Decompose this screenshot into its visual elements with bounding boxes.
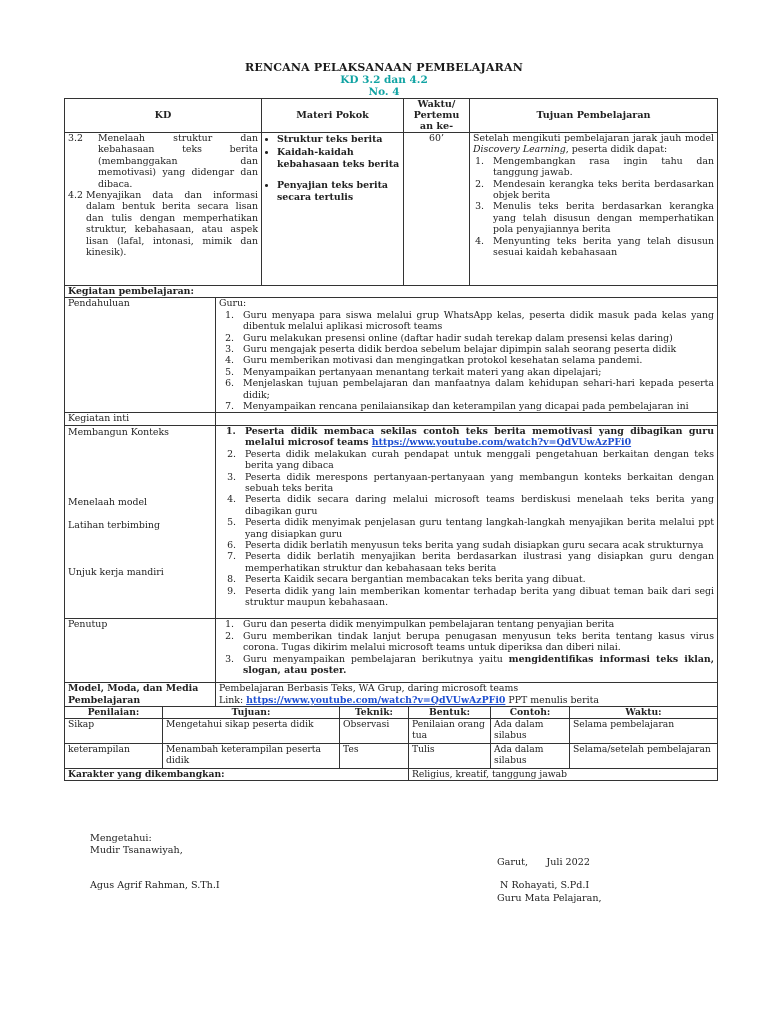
inti-title-row <box>65 413 718 425</box>
penutup-row <box>65 619 718 683</box>
kegiatan-title: Kegiatan pembelajaran: <box>65 286 718 298</box>
kd-32 <box>68 133 258 190</box>
inti-item <box>239 426 714 449</box>
inti-cell <box>216 425 718 619</box>
table-header-row <box>65 99 718 133</box>
header-kd: KD <box>65 99 262 133</box>
inti-item: 6. Peserta didik berlatih menyusun teks berita yang sudah disiapkan guru secara acak strukturnya <box>239 540 714 551</box>
kegiatan-title-row <box>65 286 718 298</box>
guru-label: Guru: <box>219 298 247 310</box>
inti-item: 3. Peserta didik merespons pertanyaan-pertanyaan yang membangun konteks berkaitan dengan sebuah teks berita <box>239 472 714 495</box>
penutup-cell <box>216 619 718 683</box>
tujuan-item: 3. Menulis teks berita berdasarkan kerangka yang telah disusun dengan memperhatikan pola penyajiannya berita <box>487 201 714 235</box>
place-date: Garut, Juli 2022 <box>497 857 590 868</box>
ppt-youtube-link[interactable]: https://www.youtube.com/watch?v=QdVUwAzPFi0 <box>246 694 506 706</box>
penilaian-cell: Selama pembelajaran <box>570 719 718 744</box>
model-link-prefix: Link: <box>219 694 247 706</box>
inti-item: 2. Peserta didik melakukan curah pendapat untuk menggali pengetahuan berkaitan dengan teks berita yang dibaca <box>239 449 714 472</box>
kd-42-number: 4.2 <box>68 190 83 202</box>
penutup-label: Penutup <box>65 619 216 683</box>
mudir-title: Mudir Tsanawiyah, <box>90 845 183 856</box>
kd-32-number: 3.2 <box>68 133 83 144</box>
model-label: Model, Moda, dan Media Pembelajaran <box>65 683 216 707</box>
penutup-item-3-bold: mengidentifikas informasi teks iklan, slogan, atau poster. <box>243 653 715 676</box>
mudir-name: Agus Agrif Rahman, S.Th.I <box>90 880 220 891</box>
tujuan-item: 4. Menyunting teks berita yang telah disusun sesuai kaidah kebahasaan <box>487 236 714 259</box>
tujuan-item: 2. Mendesain kerangka teks berita berdasarkan objek berita <box>487 179 714 202</box>
guru-name: N Rohayati, S.Pd.I <box>500 880 590 891</box>
guru-title: Guru Mata Pelajaran, <box>497 893 602 904</box>
materi-cell <box>262 133 404 286</box>
inti-item: 5. Peserta didik menyimak penjelasan guru tentang langkah-langkah menyajikan berita melalui ppt yang disiapkan guru <box>239 517 714 540</box>
inti-item: 4. Peserta didik secara daring melalui microsoft teams berdiskusi menelaah teks berita yang dibagikan guru <box>239 494 714 517</box>
pendahuluan-item: 6. Menjelaskan tujuan pembelajaran dan manfaatnya dalam kehidupan sehari-hari kepada peserta didik; <box>237 378 714 401</box>
inti-item: 9. Peserta didik yang lain memberikan komentar terhadap berita yang dibuat teman baik dari segi struktur maupun kebahasaan. <box>239 586 714 609</box>
model-line1: Pembelajaran Berbasis Teks, WA Grup, daring microsoft teams <box>219 683 519 695</box>
kd-row <box>65 133 718 286</box>
header-waktu: Waktu/ Pertemu an ke- <box>404 99 470 133</box>
model-cell <box>216 683 718 707</box>
waktu-header: Waktu: <box>570 707 718 719</box>
pendahuluan-item: 1. Guru menyapa para siswa melalui grup WhatsApp kelas, peserta didik masuk pada kelas yang dibentuk melalui aplikasi microsoft teams <box>237 310 714 333</box>
inti-labels-cell <box>65 425 216 619</box>
penutup-item: 2. Guru memberikan tindak lanjut berupa penugasan menyusun teks berita tentang kasus virus corona. Tugas dikirim melalui microsoft teams untuk diperiksa dan diberi nilai. <box>237 631 714 654</box>
karakter-label: Karakter yang dikembangkan: <box>65 769 409 781</box>
penilaian-cell: Observasi <box>340 719 409 744</box>
inti-item: 7. Peserta didik berlatih menyajikan berita berdasarkan ilustrasi yang disiapkan guru dengan memperhatikan struktur dan kebahasaan teks berita <box>239 551 714 574</box>
penilaian-cell: Penilaian orang tua <box>409 719 491 744</box>
bentuk-header: Bentuk: <box>409 707 491 719</box>
penilaian-cell: Tulis <box>409 744 491 769</box>
document-title: RENCANA PELAKSANAAN PEMBELAJARAN <box>245 61 523 74</box>
materi-item: • Penyajian teks berita secara tertulis <box>277 180 400 203</box>
pendahuluan-item: 5. Menyampaikan pertanyaan menantang terkait materi yang akan dipelajari; <box>237 367 714 378</box>
tujuan-header: Tujuan: <box>163 707 340 719</box>
header-materi: Materi Pokok <box>262 99 404 133</box>
materi-item: • Kaidah-kaidah kebahasaan teks berita <box>277 147 400 170</box>
contoh-header: Contoh: <box>491 707 570 719</box>
kd-cell <box>65 133 262 286</box>
penilaian-cell: Tes <box>340 744 409 769</box>
pendahuluan-label: Pendahuluan <box>65 298 216 413</box>
discovery-learning-emphasis: Discovery Learning <box>473 144 566 156</box>
signature-left <box>90 833 183 857</box>
inti-item-1-text: Peserta didik membaca sekilas contoh teks berita memotivasi yang dibagikan guru melalui microsof teams <box>245 425 715 449</box>
document-number: No. 4 <box>368 86 400 98</box>
pendahuluan-item: 7. Menyampaikan rencana penilaiansikap dan keterampilan yang dicapai pada pembelajaran ini <box>237 401 714 412</box>
label-unjuk-kerja: Unjuk kerja mandiri <box>68 566 164 578</box>
penilaian-cell: keterampilan <box>65 744 163 769</box>
youtube-link[interactable]: https://www.youtube.com/watch?v=QdVUwAzPFi0 <box>371 437 632 449</box>
penilaian-cell: Ada dalam silabus <box>491 744 570 769</box>
karakter-row <box>65 769 718 781</box>
inti-row <box>65 425 718 619</box>
table-row <box>65 744 718 769</box>
penutup-item: 1. Guru dan peserta didik menyimpulkan pembelajaran tentang penyajian berita <box>237 619 714 630</box>
label-membangun-konteks: Membangun Konteks <box>68 426 169 438</box>
waktu-cell: 60’ <box>404 133 470 286</box>
kd-42-text: Menyajikan data dan informasi dalam bentuk berita secara lisan dan tulis dengan memperhatikan struktur, kebahasaan, atau aspek lisan (lafal, intonasi, mimik dan kinesik). <box>86 190 259 259</box>
karakter-value: Religius, kreatif, tanggung jawab <box>409 769 718 781</box>
pendahuluan-item: 2. Guru melakukan presensi online (daftar hadir sudah terekap dalam presensi kelas daring) <box>237 333 714 344</box>
penilaian-table <box>64 706 718 781</box>
inti-title-blank <box>216 413 718 425</box>
tujuan-cell <box>470 133 718 286</box>
penilaian-cell: Sikap <box>65 719 163 744</box>
inti-label: Kegiatan inti <box>65 413 216 425</box>
penilaian-header-row <box>65 707 718 719</box>
model-row <box>65 683 718 707</box>
pendahuluan-row <box>65 298 718 413</box>
tujuan-item: 1. Mengembangkan rasa ingin tahu dan tanggung jawab. <box>487 156 714 179</box>
label-menelaah-model: Menelaah model <box>68 496 148 508</box>
kd-subtitle: KD 3.2 dan 4.2 <box>340 74 428 86</box>
penilaian-header: Penilaian: <box>65 707 163 719</box>
pendahuluan-item: 4. Guru memberikan motivasi dan mengingatkan protokol kesehatan selama pandemi. <box>237 355 714 366</box>
table-row <box>65 719 718 744</box>
penilaian-cell: Ada dalam silabus <box>491 719 570 744</box>
model-link-line <box>219 695 714 706</box>
pendahuluan-item: 3. Guru mengajak peserta didik berdoa sebelum belajar dipimpin salah seorang peserta didik <box>237 344 714 355</box>
teknik-header: Teknik: <box>340 707 409 719</box>
header-tujuan: Tujuan Pembelajaran <box>470 99 718 133</box>
mengetahui-label: Mengetahui: <box>90 833 152 844</box>
penutup-item-3-prefix: Guru menyampaikan pembelajaran berikutnya yaitu <box>243 653 509 665</box>
penilaian-cell: Menambah keterampilan peserta didik <box>163 744 340 769</box>
kd-32-text: Menelaah struktur dan kebahasaan teks berita (membanggakan dan memotivasi) yang didengar dan dibaca. <box>98 133 259 190</box>
penutup-item <box>237 654 714 677</box>
penilaian-cell: Selama/setelah pembelajaran <box>570 744 718 769</box>
document-header <box>0 62 768 98</box>
label-latihan-terbimbing: Latihan terbimbing <box>68 519 160 531</box>
model-link-suffix: PPT menulis berita <box>505 694 599 706</box>
penilaian-cell: Mengetahui sikap peserta didik <box>163 719 340 744</box>
inti-item: 8. Peserta Kaidik secara bergantian membacakan teks berita yang dibuat. <box>239 574 714 585</box>
kd-42 <box>68 190 258 258</box>
pendahuluan-cell <box>216 298 718 413</box>
rpp-table <box>64 98 718 707</box>
tujuan-intro: Setelah mengikuti pembelajaran jarak jauh model Discovery Learning, peserta didik dapat: <box>473 133 715 156</box>
materi-item: • Struktur teks berita <box>277 134 400 145</box>
